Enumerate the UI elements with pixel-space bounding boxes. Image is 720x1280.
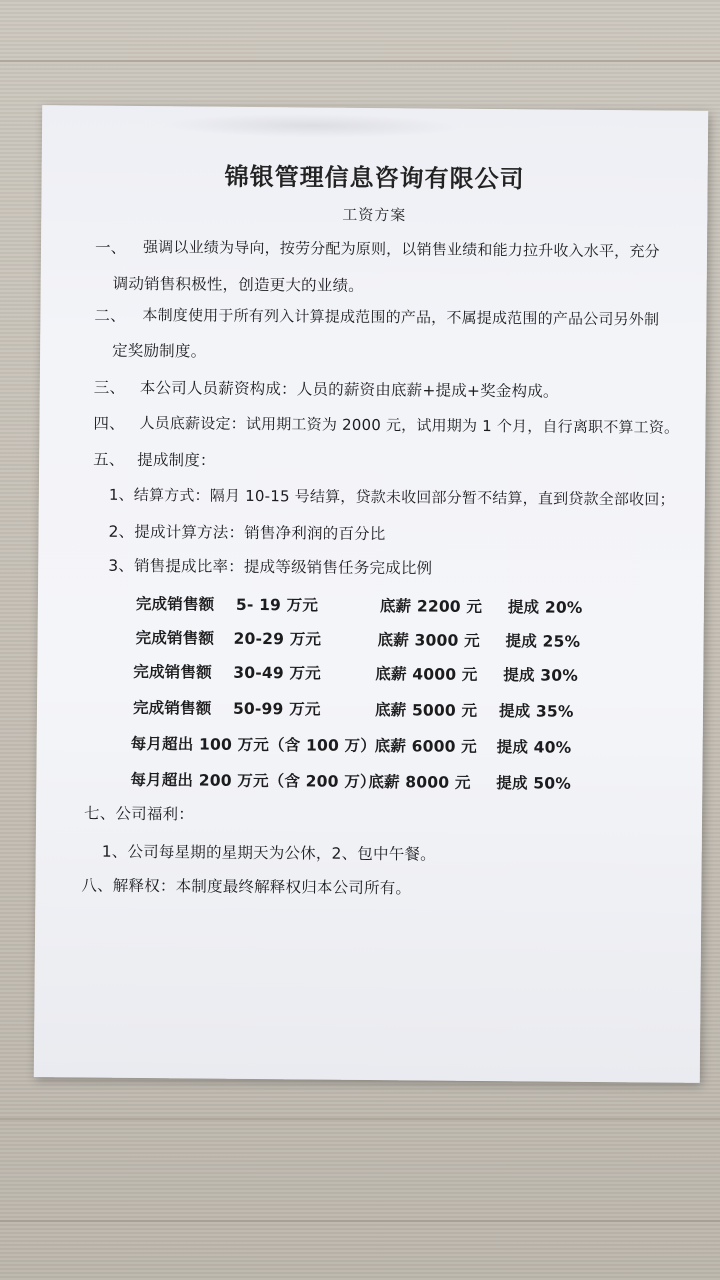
section-5-number: 五、 bbox=[93, 450, 125, 469]
interpretation-clause: 八、解释权：本制度最终解释权归本公司所有。 bbox=[81, 876, 412, 898]
section-5-line-1: 提成制度： bbox=[137, 450, 216, 470]
tier-6-rate: 提成 50% bbox=[496, 774, 572, 793]
tier-2-label: 完成销售额 bbox=[135, 628, 215, 648]
document-subtitle: 工资方案 bbox=[342, 205, 407, 225]
tier-3-rate: 提成 30% bbox=[503, 666, 579, 685]
section-3-line-1: 本公司人员薪资构成：人员的薪资由底薪+提成+奖金构成。 bbox=[139, 378, 559, 401]
commission-item-3: 3、销售提成比率：提成等级销售任务完成比例 bbox=[108, 556, 433, 578]
tier-2-salary: 底薪 3000 元 bbox=[377, 631, 480, 650]
document bbox=[34, 105, 708, 1083]
company-title: 锦银管理信息咨询有限公司 bbox=[224, 162, 525, 194]
welfare-item: 1、公司每星期的星期天为公休，2、包中午餐。 bbox=[101, 842, 436, 864]
tier-1-range: 5- 19 万元 bbox=[235, 595, 319, 615]
welfare-heading: 七、公司福利： bbox=[83, 804, 195, 824]
tier-5-rate: 提成 40% bbox=[496, 738, 572, 757]
commission-item-2: 2、提成计算方法：销售净利润的百分比 bbox=[108, 522, 386, 544]
section-2-number: 二、 bbox=[94, 306, 126, 325]
section-4-line-1: 人员底薪设定：试用期工资为 2000 元，试用期为 1 个月，自行离职不算工资。 bbox=[139, 413, 680, 437]
commission-item-1: 1、结算方式：隔月 10-15 号结算，贷款未收回部分暂不结算，直到贷款全部收回； bbox=[108, 485, 675, 509]
section-1-line-1: 强调以业绩为导向，按劳分配为原则，以销售业绩和能力拉升收入水平，充分 bbox=[142, 237, 660, 261]
tier-1-rate: 提成 20% bbox=[507, 598, 583, 617]
tier-2-range: 20-29 万元 bbox=[233, 629, 322, 649]
section-1-number: 一、 bbox=[94, 238, 127, 257]
tier-1-label: 完成销售额 bbox=[135, 594, 215, 614]
section-2-line-1: 本制度使用于所有列入计算提成范围的产品，不属提成范围的产品公司另外制 bbox=[142, 305, 660, 329]
tier-6-salary: 底薪 8000 元 bbox=[368, 772, 471, 792]
tier-2-rate: 提成 25% bbox=[505, 632, 581, 651]
smudge-mark bbox=[162, 112, 462, 139]
tier-3-label: 完成销售额 bbox=[133, 662, 212, 682]
tier-1-salary: 底薪 2200 元 bbox=[379, 597, 483, 616]
section-1-line-2: 调动销售积极性，创造更大的业绩。 bbox=[112, 274, 364, 295]
tier-5-label: 每月超出 100 万元（含 100 万） bbox=[130, 734, 377, 756]
section-2-line-2: 定奖励制度。 bbox=[112, 341, 207, 361]
tier-3-range: 30-49 万元 bbox=[233, 663, 321, 683]
section-4-number: 四、 bbox=[93, 414, 125, 433]
tier-6-label: 每月超出 200 万元（含 200 万） bbox=[130, 770, 376, 792]
tier-5-salary: 底薪 6000 元 bbox=[374, 737, 477, 756]
tier-4-rate: 提成 35% bbox=[498, 702, 574, 721]
tier-4-label: 完成销售额 bbox=[132, 698, 212, 718]
tier-3-salary: 底薪 4000 元 bbox=[375, 665, 478, 684]
section-3-number: 三、 bbox=[93, 378, 126, 397]
tier-4-range: 50-99 万元 bbox=[232, 699, 321, 719]
tier-4-salary: 底薪 5000 元 bbox=[374, 701, 478, 720]
